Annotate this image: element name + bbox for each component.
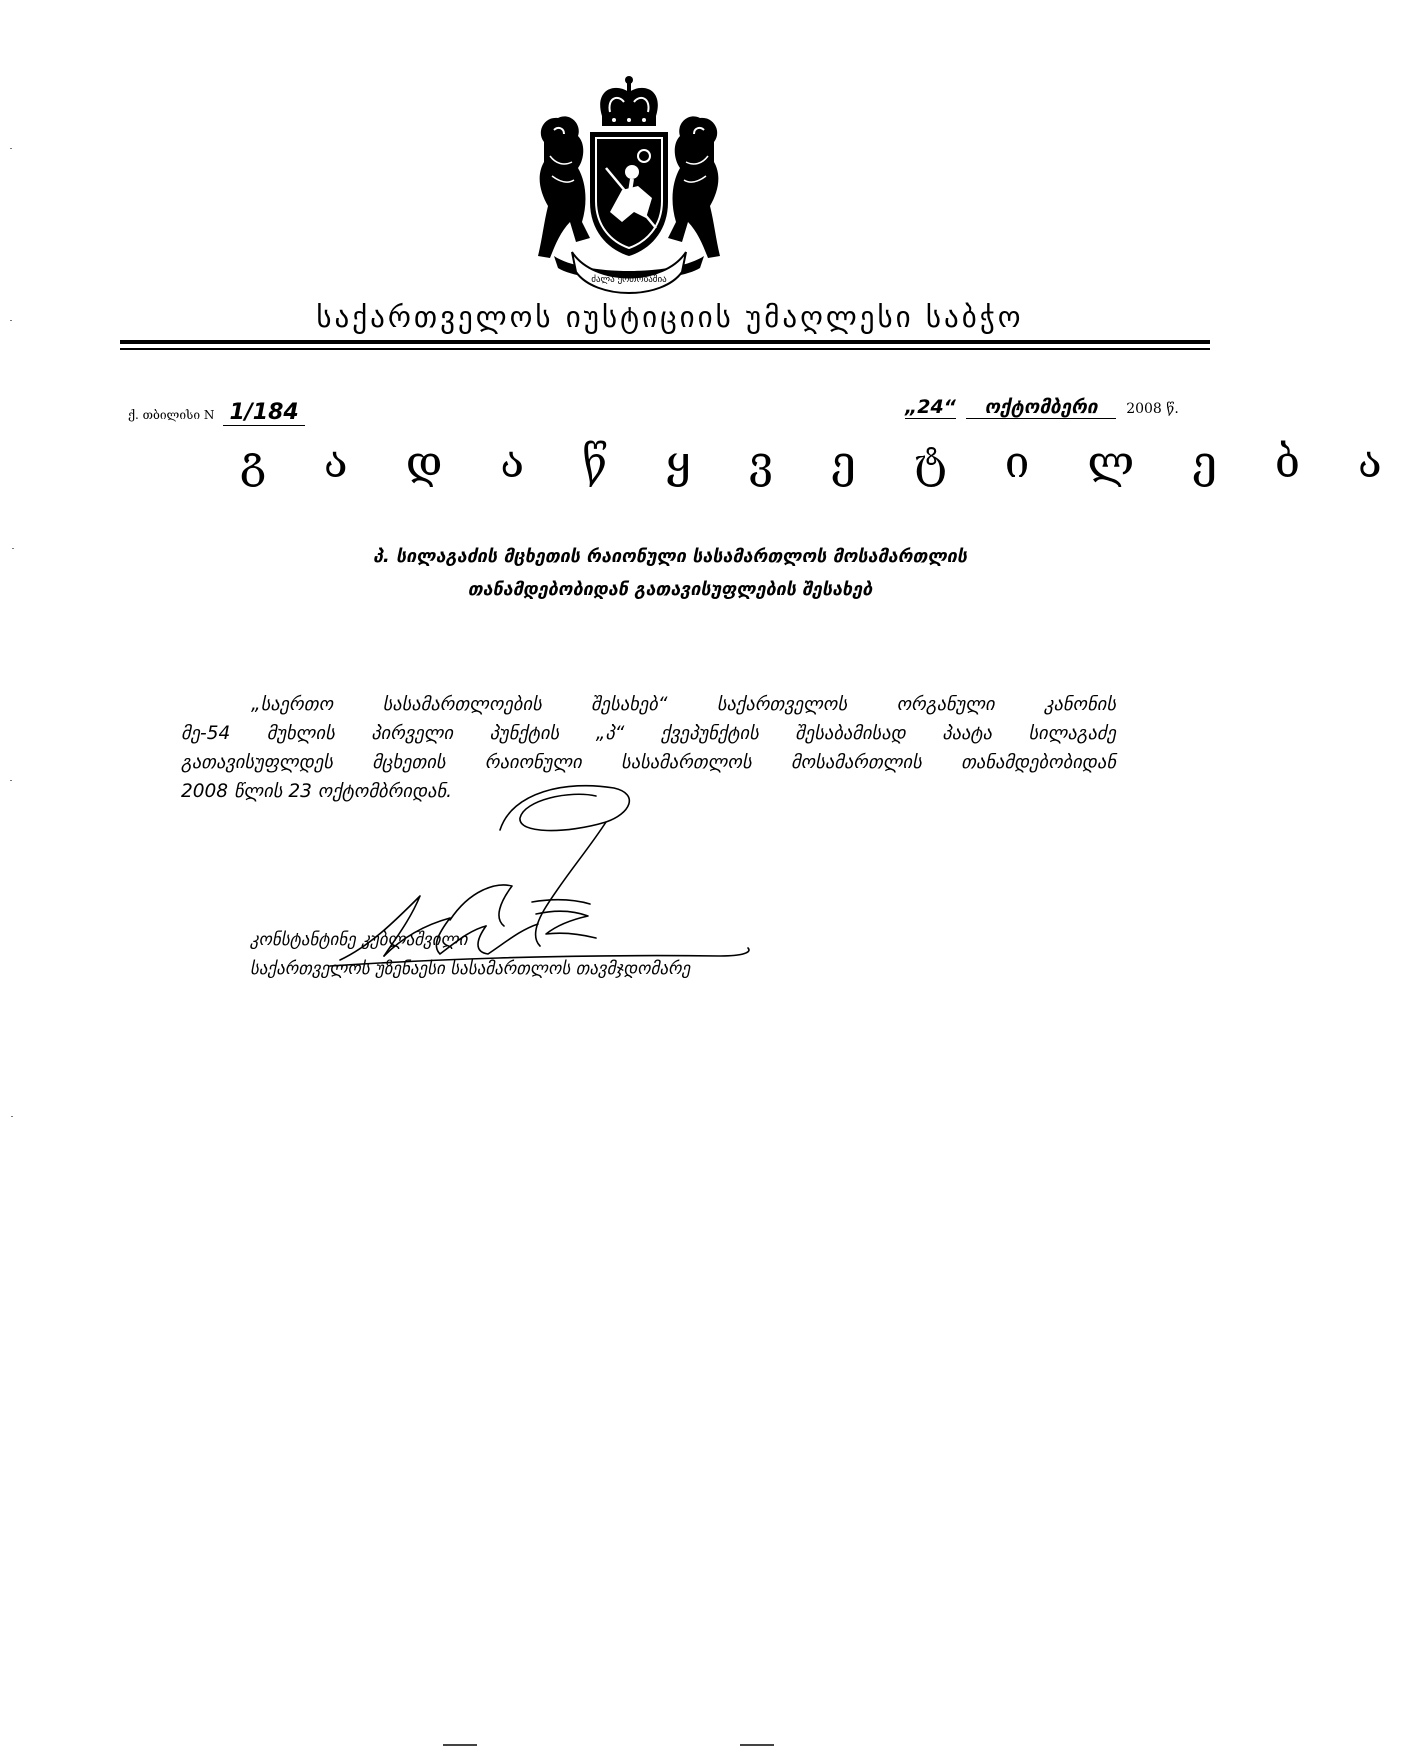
coat-of-arms-motto: ძალა ერთობაშია — [591, 275, 667, 285]
body-line: „საერთო სასამართლოების შესახებ“ საქართველოს ორგანული კანონის — [251, 694, 1116, 715]
scan-artifact — [12, 548, 14, 549]
registry-number-label: ქ. თბილისი N — [128, 408, 215, 422]
body-line: მე-54 მუხლის პირველი პუნქტის „პ“ ქვეპუნქტის შესაბამისად პაატა სილაგაძე — [181, 723, 1116, 744]
crown-icon — [600, 76, 658, 126]
subject-line: თანამდებობიდან გათავისუფლების შესახებ — [467, 579, 873, 600]
shield-icon — [590, 132, 668, 256]
signatory-position: საქართველოს უზენაესი სასამართლოს თავმჯდომარე — [250, 959, 691, 979]
scan-artifact — [10, 780, 12, 781]
scan-artifact — [10, 148, 12, 149]
registry-number-value: 1/184 — [223, 400, 304, 426]
footer-scan-mark — [443, 1744, 477, 1746]
date-year: 2008 წ. — [1126, 401, 1179, 417]
document-subject — [200, 540, 1140, 606]
signatory-name: კონსტანტინე კუბლაშვილი — [250, 930, 468, 950]
body-line: 2008 წლის 23 ოქტომბრიდან. — [181, 781, 453, 802]
registry-number — [128, 400, 388, 430]
date-day: „24“ — [905, 396, 956, 418]
header-rule-thin — [120, 348, 1210, 350]
subject-line: პ. სილაგაძის მცხეთის რაიონული სასამართლოს მოსამართლის — [372, 546, 968, 567]
document-date — [905, 396, 1205, 419]
footer-scan-mark — [740, 1744, 774, 1746]
organization-title: საქართველოს იუსტიციის უმაღლესი საბჭო — [316, 300, 1024, 334]
date-month: ოქტომბერი — [966, 396, 1116, 419]
coat-of-arms-emblem — [514, 72, 744, 296]
right-lion-icon — [668, 116, 720, 258]
scan-artifact — [10, 320, 12, 321]
header-rule-thick — [120, 340, 1210, 344]
scan-artifact — [11, 1116, 13, 1117]
left-lion-icon — [538, 116, 590, 258]
body-line: გათავისუფლდეს მცხეთის რაიონული სასამართლოს მოსამართლის თანამდებობიდან — [181, 752, 1116, 773]
document-type-heading: გ ა დ ა წ ყ ვ ე ტ ი ლ ე ბ ა — [240, 437, 1404, 488]
